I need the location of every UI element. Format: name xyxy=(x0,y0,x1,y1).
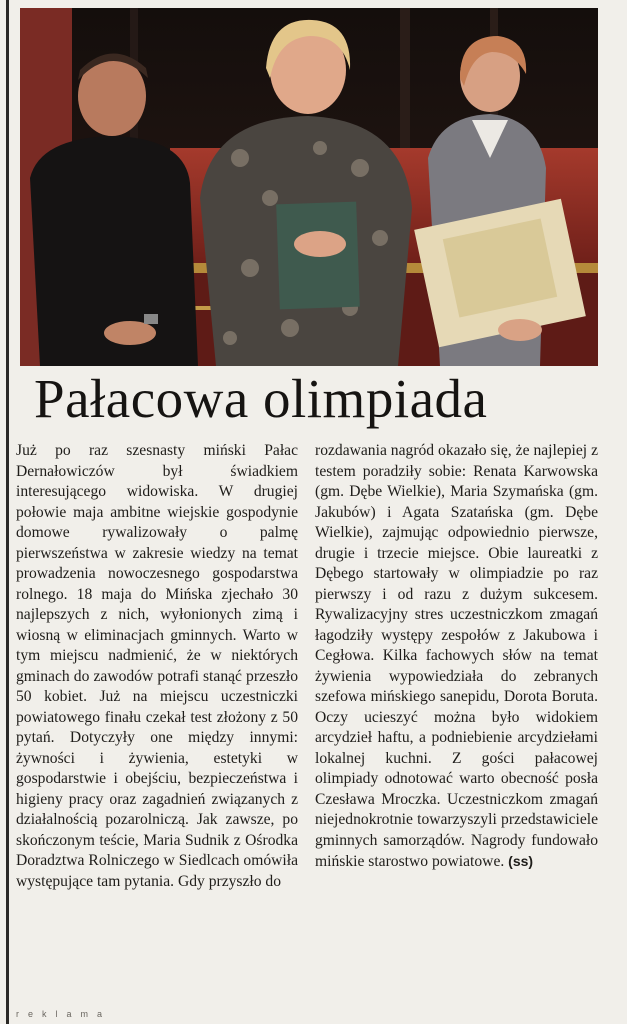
advertisement-label: reklama xyxy=(16,1009,112,1019)
left-column-rule xyxy=(6,0,9,1024)
column-right-text: rozdawania nagród okazało się, że najlepiej z testem poradziły sobie: Renata Karwowska (gm. Dębe Wielkie), Maria Szymańska (gm. Jakubów) i Agata Szatańska (gm. Dębe Wielkie), zajmując odpowiednio pierwsze, drugie i trzecie miejsce. Obie laureatki z Dębego startowały w olimpiadzie po raz pierwszy i od razu z dużym sukcesem. Rywalizacyjny stres uczestniczkom zmagań łagodziły występy zespołów z Jakubowa i Cegłowa. Kilka fachowych słów na temat żywienia wypowiedziała do zebranych szefowa mińskiego sanepidu, Dorota Boruta. Oczy ucieszyć można było widokiem arcydzieł haftu, a podniebienie arcydziełami lokalnej kuchni. Z gości pałacowej olimpiady odnotować warto obecność posła Czesława Mroczka. Uczestniczkom zmagań niejednokrotnie towarzyszyli przedstawiciele gminnych samorządów. Nagrody fundowało mińskie starostwo powiatowe. xyxy=(315,442,598,870)
column-left-text: Już po raz szesnasty miński Pałac Dernałowiczów był świadkiem interesującego widowiska. W drugiej połowie maja ambitne wiejskie gospodynie domowe rywalizowały o palmę pierwszeństwa w zakresie wiedzy na temat prowadzenia nowoczesnego gospodarstwa rolnego. 18 maja do Mińska zjechało 30 najlepszych z nich, wyłonionych zimą i wiosną w eliminacjach gminnych. Warto w tym miejscu nadmienić, że w niektórych gminach do zawodów potrafi stanąć przeszło 50 kobiet. Już na miejscu uczestniczki powiatowego finału czekał test złożony z 50 pytań. Dotyczyły one między innymi: żywności i żywienia, estetyki w gospodarstwie i obejściu, bezpieczeństwa i higieny pracy oraz zagadnień związanych z działalnością pozarolniczą. Jak zawsze, po skończonym teście, Maria Sudnik z Ośrodka Doradztwa Rolniczego w Siedlcach omówiła występujące tam pytania. Gdy przyszło do xyxy=(16,442,298,890)
author-byline: (ss) xyxy=(508,853,534,869)
photo-three-women xyxy=(20,8,598,366)
article-column-right xyxy=(315,441,598,873)
article-column-left xyxy=(16,441,298,892)
article-headline: Pałacowa olimpiada xyxy=(34,368,488,429)
column-right-paragraph xyxy=(315,441,598,873)
article-photo xyxy=(20,8,598,366)
